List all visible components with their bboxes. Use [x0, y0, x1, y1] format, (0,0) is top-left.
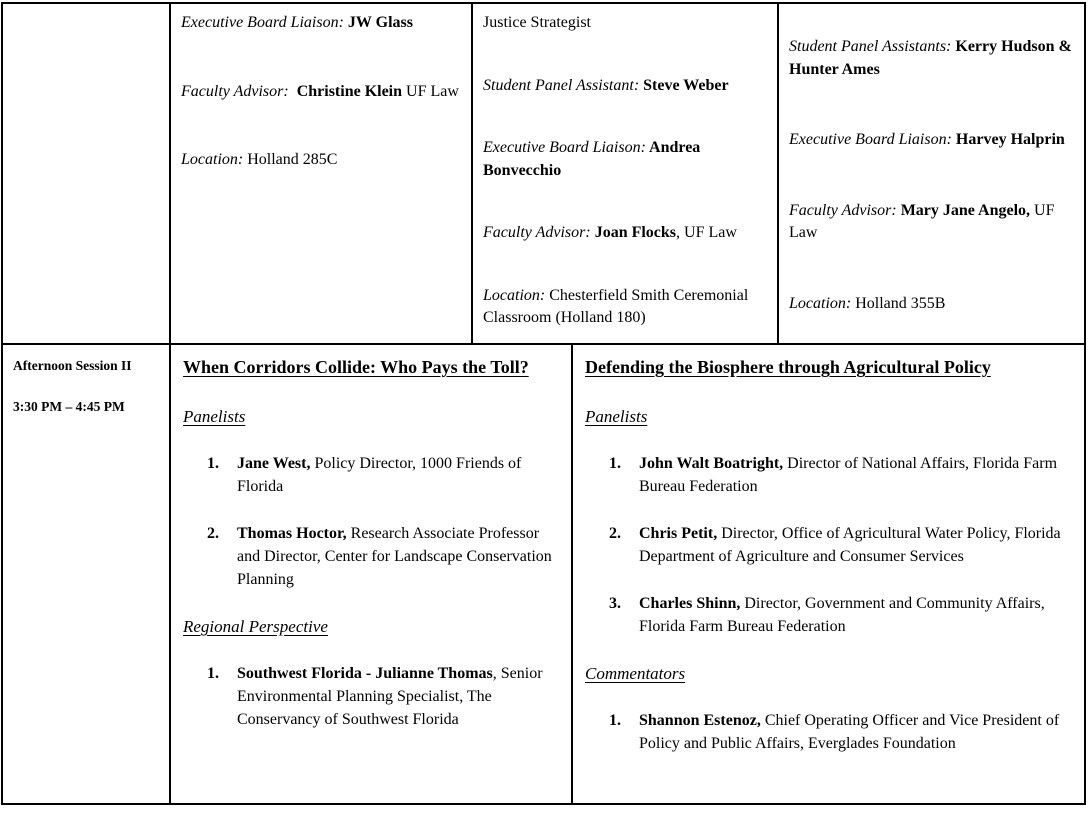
list-item-number: 1.	[207, 665, 219, 682]
field-label: Faculty Advisor:	[789, 201, 897, 219]
list-item	[585, 452, 1072, 498]
person-role: Director of National Affairs, Florida Farm Bureau Federation	[639, 455, 1062, 495]
list-item	[585, 709, 1072, 755]
info-paragraph	[789, 293, 1074, 316]
panel-section-panelists	[183, 405, 559, 591]
list-item-number: 1.	[609, 455, 621, 472]
schedule-table	[1, 2, 1086, 805]
panel-section-commentators	[585, 662, 1072, 755]
person-role: Director, Office of Agricultural Water Policy, Florida Department of Agriculture and Consumer Services	[639, 525, 1065, 565]
section-heading: Panelists	[585, 407, 648, 426]
person-name: John Walt Boatright,	[639, 455, 784, 472]
session-name: Afternoon Session II	[13, 358, 132, 373]
panel-section-panelists	[585, 405, 1072, 638]
info-paragraph	[483, 285, 767, 330]
field-label: Executive Board Liaison:	[789, 131, 952, 148]
field-label: Executive Board Liaison:	[483, 139, 646, 156]
person-role: Research Associate Professor and Director, Center for Landscape Conservation Planning	[237, 525, 556, 588]
info-paragraph	[483, 75, 767, 98]
cell-session-time-label	[3, 345, 171, 803]
field-value: Steve Weber	[639, 76, 729, 94]
field-suffix: UF Law	[402, 82, 459, 100]
cell-session-info-3	[779, 4, 1084, 343]
field-label: Executive Board Liaison:	[181, 14, 344, 31]
list-item	[183, 522, 559, 591]
cell-panel-biosphere	[573, 345, 1084, 803]
list-item	[183, 452, 559, 498]
info-paragraph	[483, 137, 767, 182]
person-role: Chief Operating Officer and Vice President of Policy and Public Affairs, Everglades Foundation	[639, 712, 1064, 752]
list-item-text	[237, 662, 559, 731]
section-heading: Panelists	[183, 407, 246, 426]
info-paragraph	[789, 129, 1074, 152]
table-row-top	[3, 4, 1084, 345]
field-label: Student Panel Assistants:	[789, 38, 952, 55]
field-value: JW Glass	[343, 14, 413, 31]
field-suffix: Chesterfield Smith Ceremonial Classroom (Holland 180)	[483, 286, 753, 326]
panel-title: Defending the Biosphere through Agricultural Policy	[585, 357, 991, 377]
cell-session-info-1	[171, 4, 473, 343]
section-heading: Regional Perspective	[183, 617, 328, 636]
field-label: Faculty Advisor:	[483, 224, 591, 241]
field-value: Harvey Halprin	[951, 131, 1065, 148]
table-row-afternoon-session-2	[3, 345, 1084, 803]
list-item-number: 2.	[609, 525, 621, 542]
cell-empty-session-column	[3, 4, 171, 343]
list-item-text	[639, 592, 1072, 638]
field-label: Student Panel Assistant:	[483, 76, 640, 94]
person-name: Southwest Florida - Julianne Thomas	[237, 665, 493, 682]
field-value: Kerry Hudson & Hunter Ames	[789, 38, 1076, 78]
list-item-number: 2.	[207, 525, 219, 542]
person-role: Director, Government and Community Affairs, Florida Farm Bureau Federation	[639, 595, 1049, 635]
list-item	[585, 522, 1072, 568]
cell-panel-corridors	[171, 345, 573, 803]
list-item-number: 3.	[609, 595, 621, 612]
field-suffix: Holland 285C	[243, 151, 338, 168]
list-item-text	[237, 452, 559, 498]
person-role: Policy Director, 1000 Friends of Florida	[237, 455, 526, 495]
section-heading: Commentators	[585, 664, 686, 683]
field-value: Mary Jane Angelo,	[896, 201, 1031, 219]
cell-session-info-2	[473, 4, 779, 343]
person-name: Thomas Hoctor,	[237, 525, 347, 542]
field-suffix: , UF Law	[676, 224, 737, 241]
list-item-text	[237, 522, 559, 591]
person-name: Shannon Estenoz,	[639, 712, 761, 729]
field-suffix: Holland 355B	[851, 294, 946, 312]
field-suffix: UF Law	[789, 201, 1059, 241]
info-paragraph	[181, 12, 461, 35]
list-item	[585, 592, 1072, 638]
info-paragraph	[789, 36, 1074, 81]
info-paragraph	[181, 81, 461, 104]
field-value: Andrea Bonvecchio	[483, 139, 705, 179]
field-label: Faculty Advisor:	[181, 82, 289, 100]
field-label: Location:	[483, 286, 546, 304]
info-paragraph	[483, 222, 767, 245]
person-name: Charles Shinn,	[639, 595, 741, 612]
list-item-text	[639, 522, 1072, 568]
session-time: 3:30 PM – 4:45 PM	[13, 399, 125, 414]
panel-title: When Corridors Collide: Who Pays the Toll?	[183, 357, 529, 377]
field-value: Joan Flocks	[590, 224, 677, 241]
list-item	[183, 662, 559, 731]
person-role: , Senior Environmental Planning Specialist, The Conservancy of Southwest Florida	[237, 665, 547, 728]
field-label: Location:	[181, 151, 244, 168]
info-paragraph	[789, 200, 1074, 245]
list-item-number: 1.	[609, 712, 621, 729]
info-paragraph	[181, 149, 461, 172]
person-name: Chris Petit,	[639, 525, 718, 542]
person-name: Jane West,	[237, 455, 311, 472]
list-item-number: 1.	[207, 455, 219, 472]
field-label: Location:	[789, 294, 852, 312]
info-paragraph	[483, 12, 767, 35]
panel-section-regional-perspective	[183, 615, 559, 731]
field-suffix: Justice Strategist	[483, 14, 591, 31]
field-value: Christine Klein	[288, 82, 403, 100]
list-item-text	[639, 452, 1072, 498]
list-item-text	[639, 709, 1072, 755]
